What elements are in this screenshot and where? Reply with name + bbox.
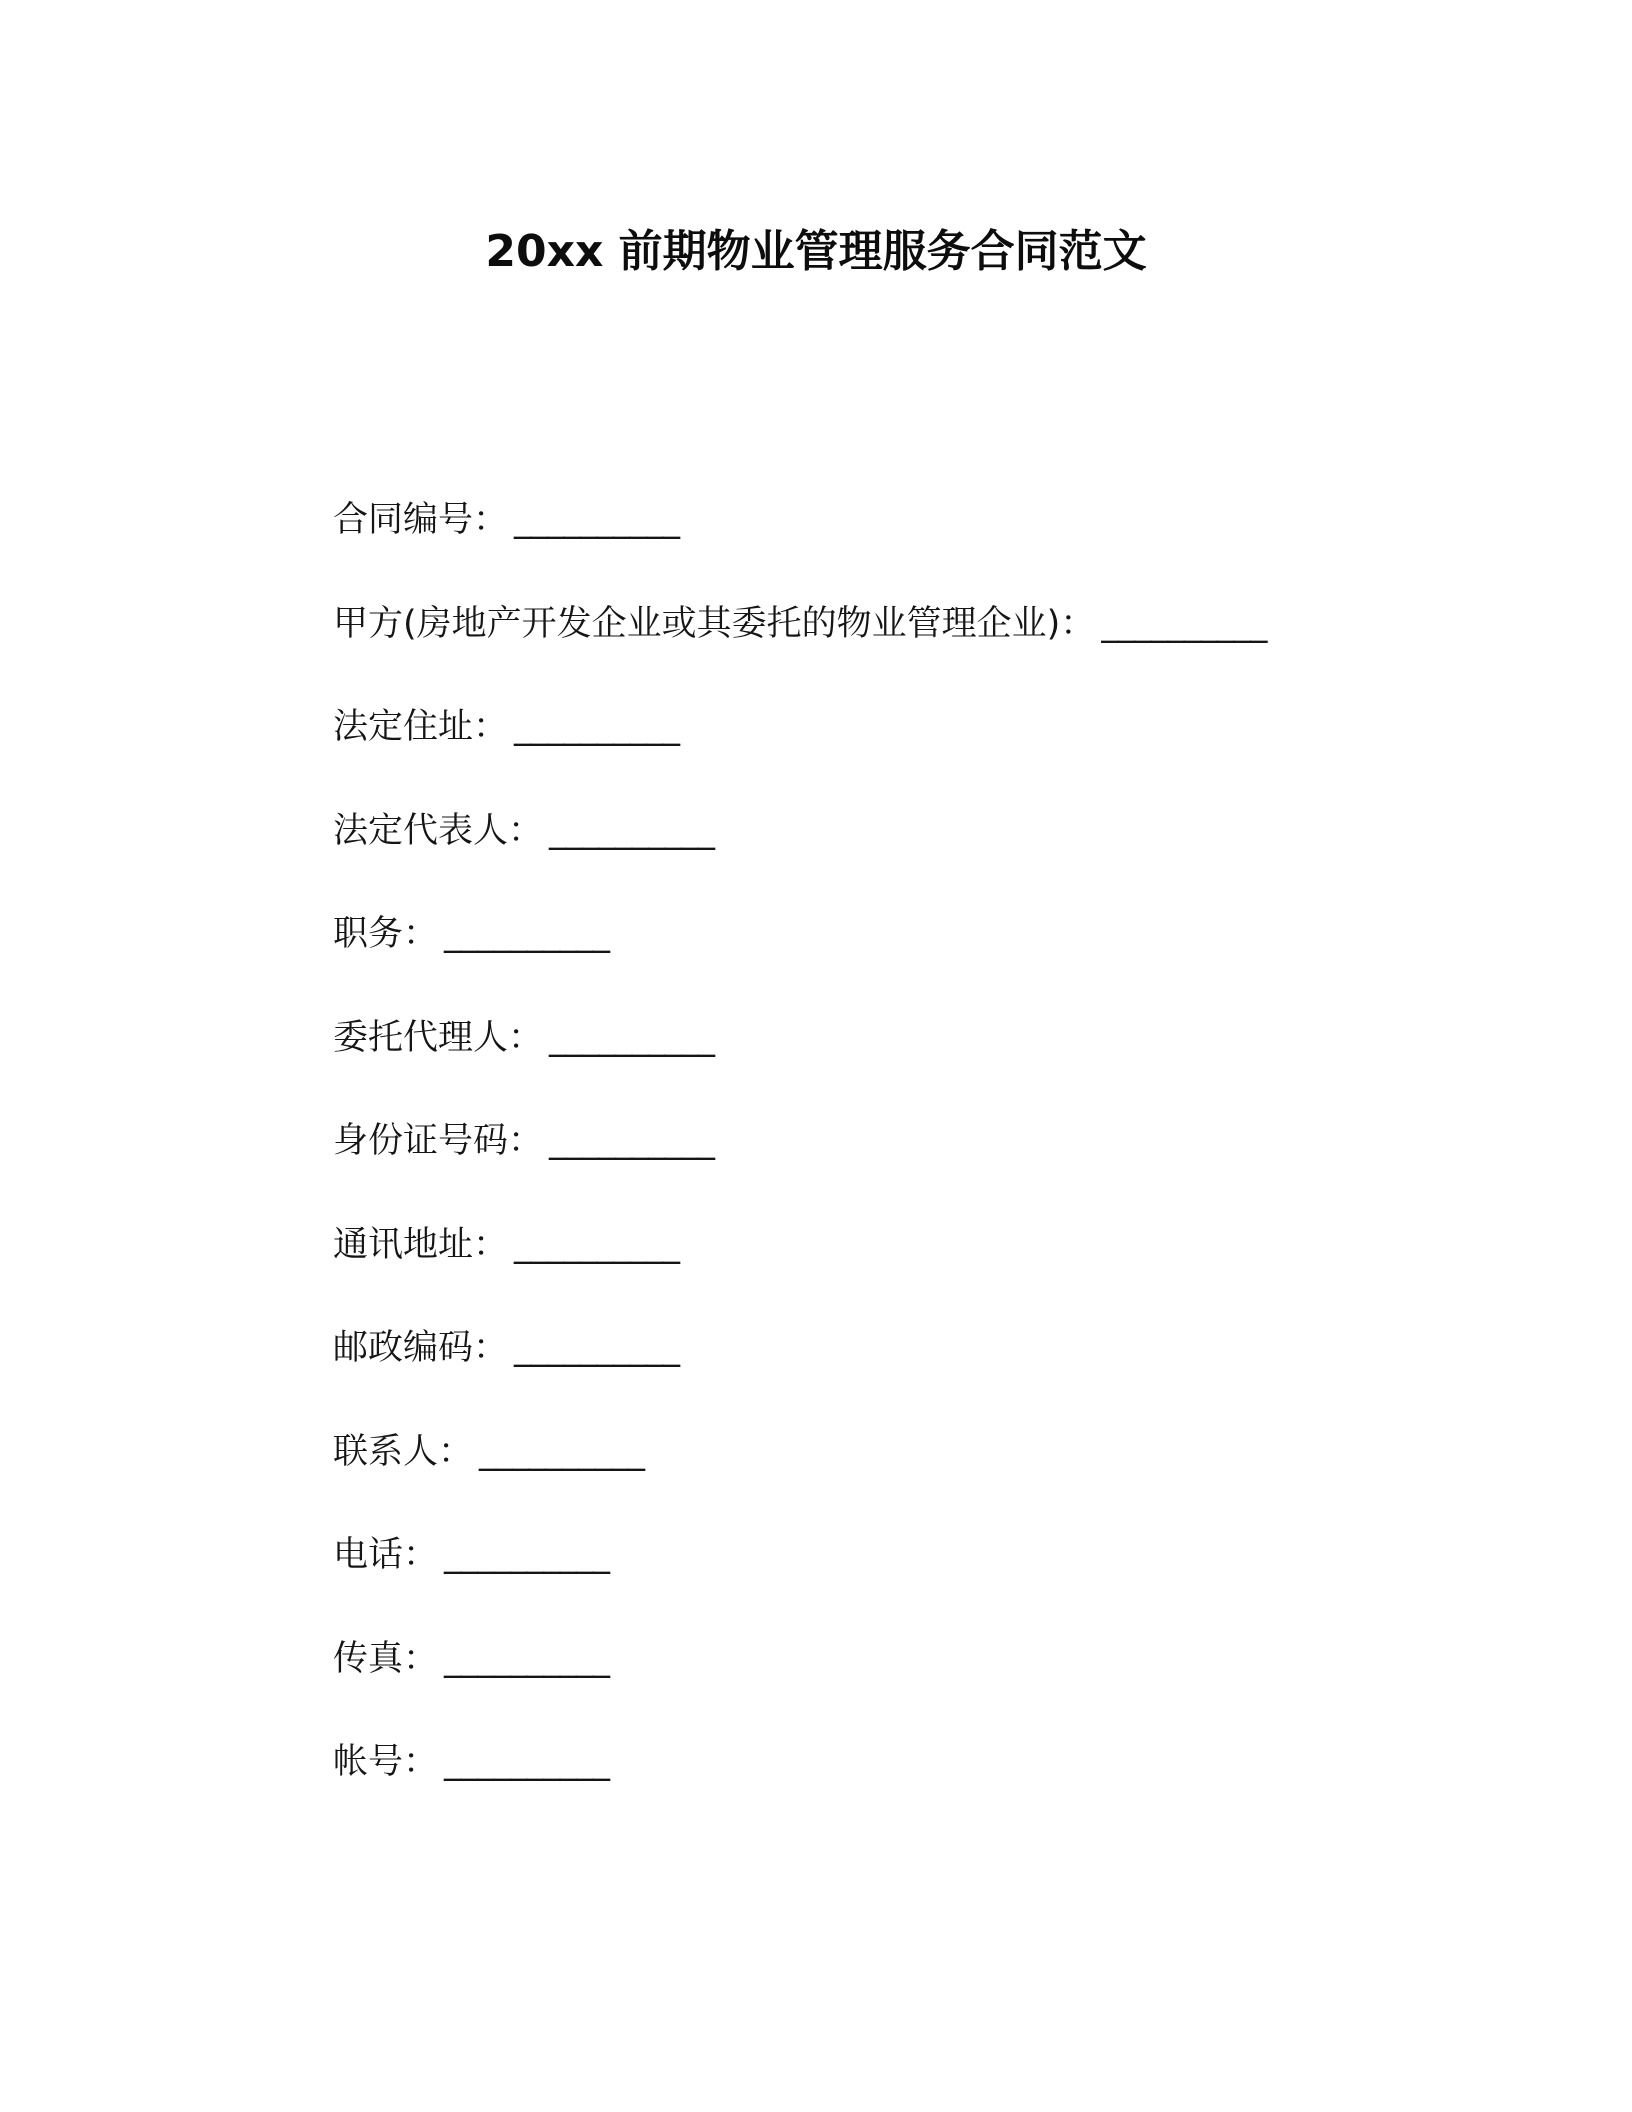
contract-field-list xyxy=(333,492,1433,1838)
fill-in-blank: __________ xyxy=(514,500,680,540)
field-authorized-agent xyxy=(333,1010,1433,1114)
field-postal-code xyxy=(333,1320,1433,1424)
field-legal-address xyxy=(333,699,1433,803)
field-legal-representative xyxy=(333,803,1433,907)
fill-in-blank: __________ xyxy=(444,914,610,954)
fill-in-blank: __________ xyxy=(514,1328,680,1368)
fill-in-blank: __________ xyxy=(514,1224,680,1265)
field-label: 联系人： xyxy=(333,1431,474,1472)
field-label: 职务： xyxy=(333,914,439,954)
field-label: 法定代表人： xyxy=(333,810,544,851)
field-label: 传真： xyxy=(333,1638,439,1679)
fill-in-blank: __________ xyxy=(479,1431,645,1472)
fill-in-blank: __________ xyxy=(549,1121,715,1161)
field-contract-number xyxy=(333,492,1433,596)
fill-in-blank: __________ xyxy=(1101,603,1267,644)
document-title: 20xx 前期物业管理服务合同范文 xyxy=(485,226,1147,277)
field-party-a xyxy=(333,596,1433,700)
field-label: 帐号： xyxy=(333,1742,439,1782)
field-label: 邮政编码： xyxy=(333,1328,509,1368)
field-label: 甲方(房地产开发企业或其委托的物业管理企业)： xyxy=(333,603,1096,644)
field-label: 委托代理人： xyxy=(333,1017,544,1058)
fill-in-blank: __________ xyxy=(549,1017,715,1058)
fill-in-blank: __________ xyxy=(444,1742,610,1782)
field-label: 法定住址： xyxy=(333,707,509,747)
fill-in-blank: __________ xyxy=(444,1638,610,1679)
field-contact-person xyxy=(333,1424,1433,1528)
fill-in-blank: __________ xyxy=(549,810,715,851)
field-mailing-address xyxy=(333,1217,1433,1321)
fill-in-blank: __________ xyxy=(514,707,680,747)
field-label: 身份证号码： xyxy=(333,1121,544,1161)
field-position xyxy=(333,906,1433,1010)
field-label: 合同编号： xyxy=(333,500,509,540)
field-label: 通讯地址： xyxy=(333,1224,509,1265)
field-fax xyxy=(333,1631,1433,1735)
field-account-number xyxy=(333,1734,1433,1838)
field-label: 电话： xyxy=(333,1535,439,1575)
field-id-number xyxy=(333,1113,1433,1217)
field-phone xyxy=(333,1527,1433,1631)
fill-in-blank: __________ xyxy=(444,1535,610,1575)
